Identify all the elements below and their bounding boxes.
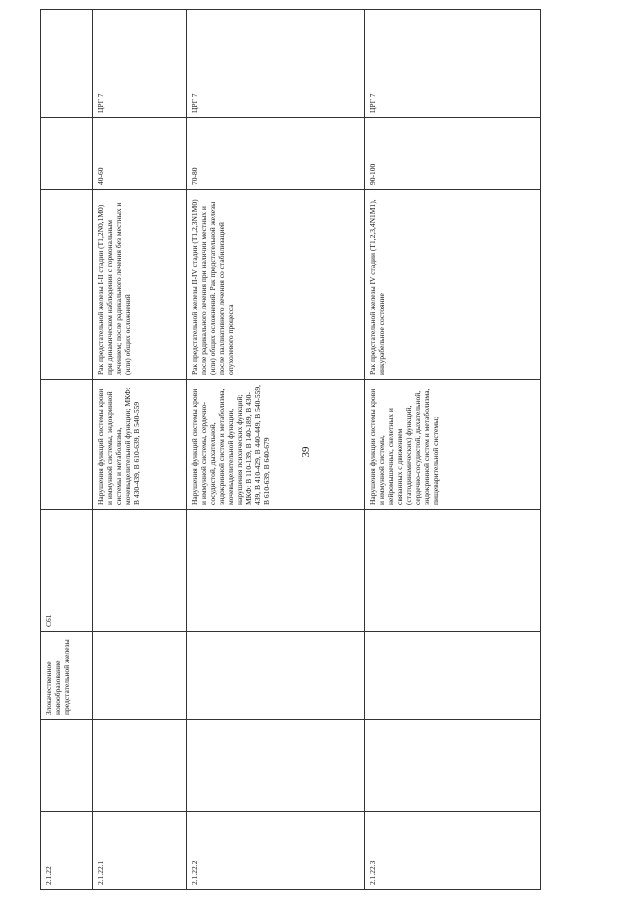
section-code-cell: 2.1.22.3 [365,812,541,890]
empty-cell [365,720,541,812]
disability-criteria-table-container [40,10,540,890]
icd-code-cell [187,510,365,632]
category-cell [41,10,93,118]
section-code-cell: 2.1.22.1 [93,812,187,890]
empty-cell [93,720,187,812]
diagnosis-cell [365,632,541,720]
criteria-cell: Рак предстательной железы IV стадии (T1,2,3,4N1M1), инкурабельное состояние [365,190,541,380]
table-row [93,10,187,890]
empty-cell [41,720,93,812]
percent-cell: 90-100 [365,118,541,190]
category-cell: ЦРГ 7 [187,10,365,118]
page-number: 39 [300,446,312,458]
diagnosis-cell [187,632,365,720]
empty-cell [187,720,365,812]
table-row [187,10,365,890]
percent-cell: 40-60 [93,118,187,190]
criteria-cell: Рак предстательной железы I-II стадии (T1,2N0,1M0) при динамическом наблюдении с гормональным лечением; после радикального лечения без местных и (или) общих осложнений [93,190,187,380]
impairments-cell: Нарушения функции системы крови и иммунной системы, нейромышечных, скелетных и связанных с движением (статодинамических) функций, сердечно-сосудистой, дыхательной, эндокринной систем и метаболизма, пищеварительной системы; [365,380,541,510]
table-row [41,10,93,890]
icd-code-cell: C61 [41,510,93,632]
impairments-cell [41,380,93,510]
icd-code-cell [365,510,541,632]
section-code-cell: 2.1.22.2 [187,812,365,890]
criteria-cell [41,190,93,380]
criteria-cell: Рак предстательной железы II-IV стадии (T1,2,3N1M0) после радикального лечения при наличии местных и (или) общих осложнений. Рак предстательной железы после паллиативного лечения со стабилизацией опухолевого процесса [187,190,365,380]
table-row [365,10,541,890]
percent-cell [41,118,93,190]
impairments-cell: Нарушения функций системы крови и иммунной системы, эндокринной системы и метаболизма, мочевыделительной функции; МКФ: В 430-439, В 610-639, В 540-559 [93,380,187,510]
diagnosis-cell: Злокачественное новообразование предстательной железы [41,632,93,720]
percent-cell: 70-80 [187,118,365,190]
category-cell: ЦРГ 7 [93,10,187,118]
category-cell: ЦРГ 7 [365,10,541,118]
section-code-cell: 2.1.22 [41,812,93,890]
impairments-cell: Нарушения функций системы крови и иммунной системы, сердечно-сосудистой, дыхательной, эндокринной систем и метаболизма, мочевыделительной функции, нарушения психических функций; МКФ: В 110-139, В 140-189, В 430-439, В 410-429, В 440-449, В 540-559, В 610-639, В 640-679 [187,380,365,510]
icd-code-cell [93,510,187,632]
disability-criteria-table [40,9,541,890]
diagnosis-cell [93,632,187,720]
